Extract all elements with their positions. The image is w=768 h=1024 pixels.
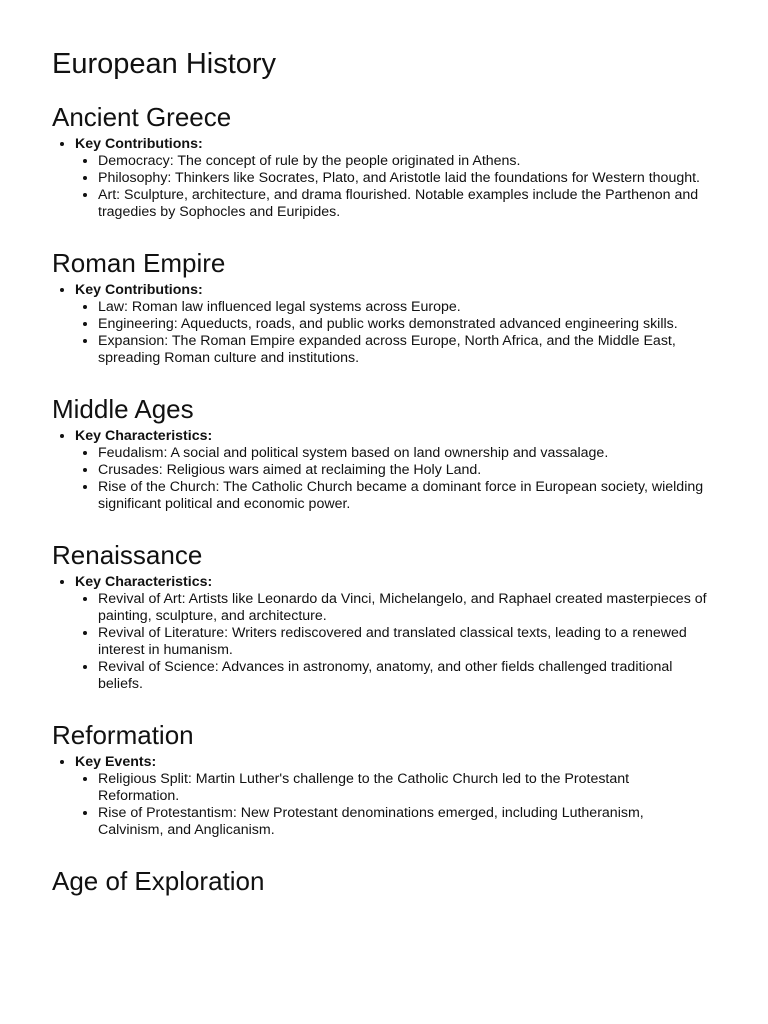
key-list-item: [75, 428, 712, 513]
detail-item: • Engineering: Aqueducts, roads, and public works demonstrated advanced engineering skills.: [98, 316, 712, 333]
detail-item: • Crusades: Religious wars aimed at reclaiming the Holy Land.: [98, 462, 712, 479]
detail-item: • Art: Sculpture, architecture, and drama flourished. Notable examples include the Parthenon and tragedies by Sophocles and Euripides.: [98, 187, 712, 221]
document-page: [52, 44, 712, 923]
detail-list: [75, 299, 712, 367]
section-heading: Ancient Greece: [52, 102, 232, 132]
key-label: Key Contributions:: [75, 136, 203, 152]
detail-item: • Revival of Art: Artists like Leonardo da Vinci, Michelangelo, and Raphael created masterpieces of painting, sculpture, and architecture.: [98, 591, 712, 625]
section-heading: Age of Exploration: [52, 866, 265, 896]
section-heading: Reformation: [52, 720, 194, 750]
detail-item: • Democracy: The concept of rule by the people originated in Athens.: [98, 153, 712, 170]
key-label: Key Characteristics:: [75, 574, 213, 590]
detail-item: • Expansion: The Roman Empire expanded across Europe, North Africa, and the Middle East, spreading Roman culture and institutions.: [98, 333, 712, 367]
key-list: [52, 754, 712, 839]
section-heading: Roman Empire: [52, 248, 226, 278]
section-ancient-greece: [52, 100, 712, 221]
detail-item: • Religious Split: Martin Luther's challenge to the Catholic Church led to the Protestant Reformation.: [98, 771, 712, 805]
detail-item: • Rise of Protestantism: New Protestant denominations emerged, including Lutheranism, Calvinism, and Anglicanism.: [98, 805, 712, 839]
detail-list: [75, 591, 712, 693]
key-list-item: [75, 136, 712, 221]
key-label: Key Contributions:: [75, 282, 203, 298]
key-list-item: [75, 282, 712, 367]
key-list-item: [75, 754, 712, 839]
detail-list: [75, 153, 712, 221]
detail-list: [75, 771, 712, 839]
detail-item: • Revival of Science: Advances in astronomy, anatomy, and other fields challenged traditional beliefs.: [98, 659, 712, 693]
section-roman-empire: [52, 246, 712, 367]
detail-item: • Revival of Literature: Writers rediscovered and translated classical texts, leading to a renewed interest in humanism.: [98, 625, 712, 659]
page-title: European History: [52, 48, 277, 80]
key-label: Key Events:: [75, 754, 157, 770]
detail-item: • Rise of the Church: The Catholic Church became a dominant force in European society, wielding significant political and economic power.: [98, 479, 712, 513]
key-label: Key Characteristics:: [75, 428, 213, 444]
key-list: [52, 282, 712, 367]
section-renaissance: [52, 538, 712, 693]
section-middle-ages: [52, 392, 712, 513]
detail-item: • Philosophy: Thinkers like Socrates, Plato, and Aristotle laid the foundations for Western thought.: [98, 170, 712, 187]
section-reformation: [52, 718, 712, 839]
key-list: [52, 136, 712, 221]
detail-list: [75, 445, 712, 513]
section-heading: Renaissance: [52, 540, 203, 570]
detail-item: • Feudalism: A social and political system based on land ownership and vassalage.: [98, 445, 712, 462]
key-list: [52, 574, 712, 693]
section-age-of-exploration: [52, 864, 712, 898]
key-list: [52, 428, 712, 513]
detail-item: • Law: Roman law influenced legal systems across Europe.: [98, 299, 712, 316]
key-list-item: [75, 574, 712, 693]
section-heading: Middle Ages: [52, 394, 194, 424]
